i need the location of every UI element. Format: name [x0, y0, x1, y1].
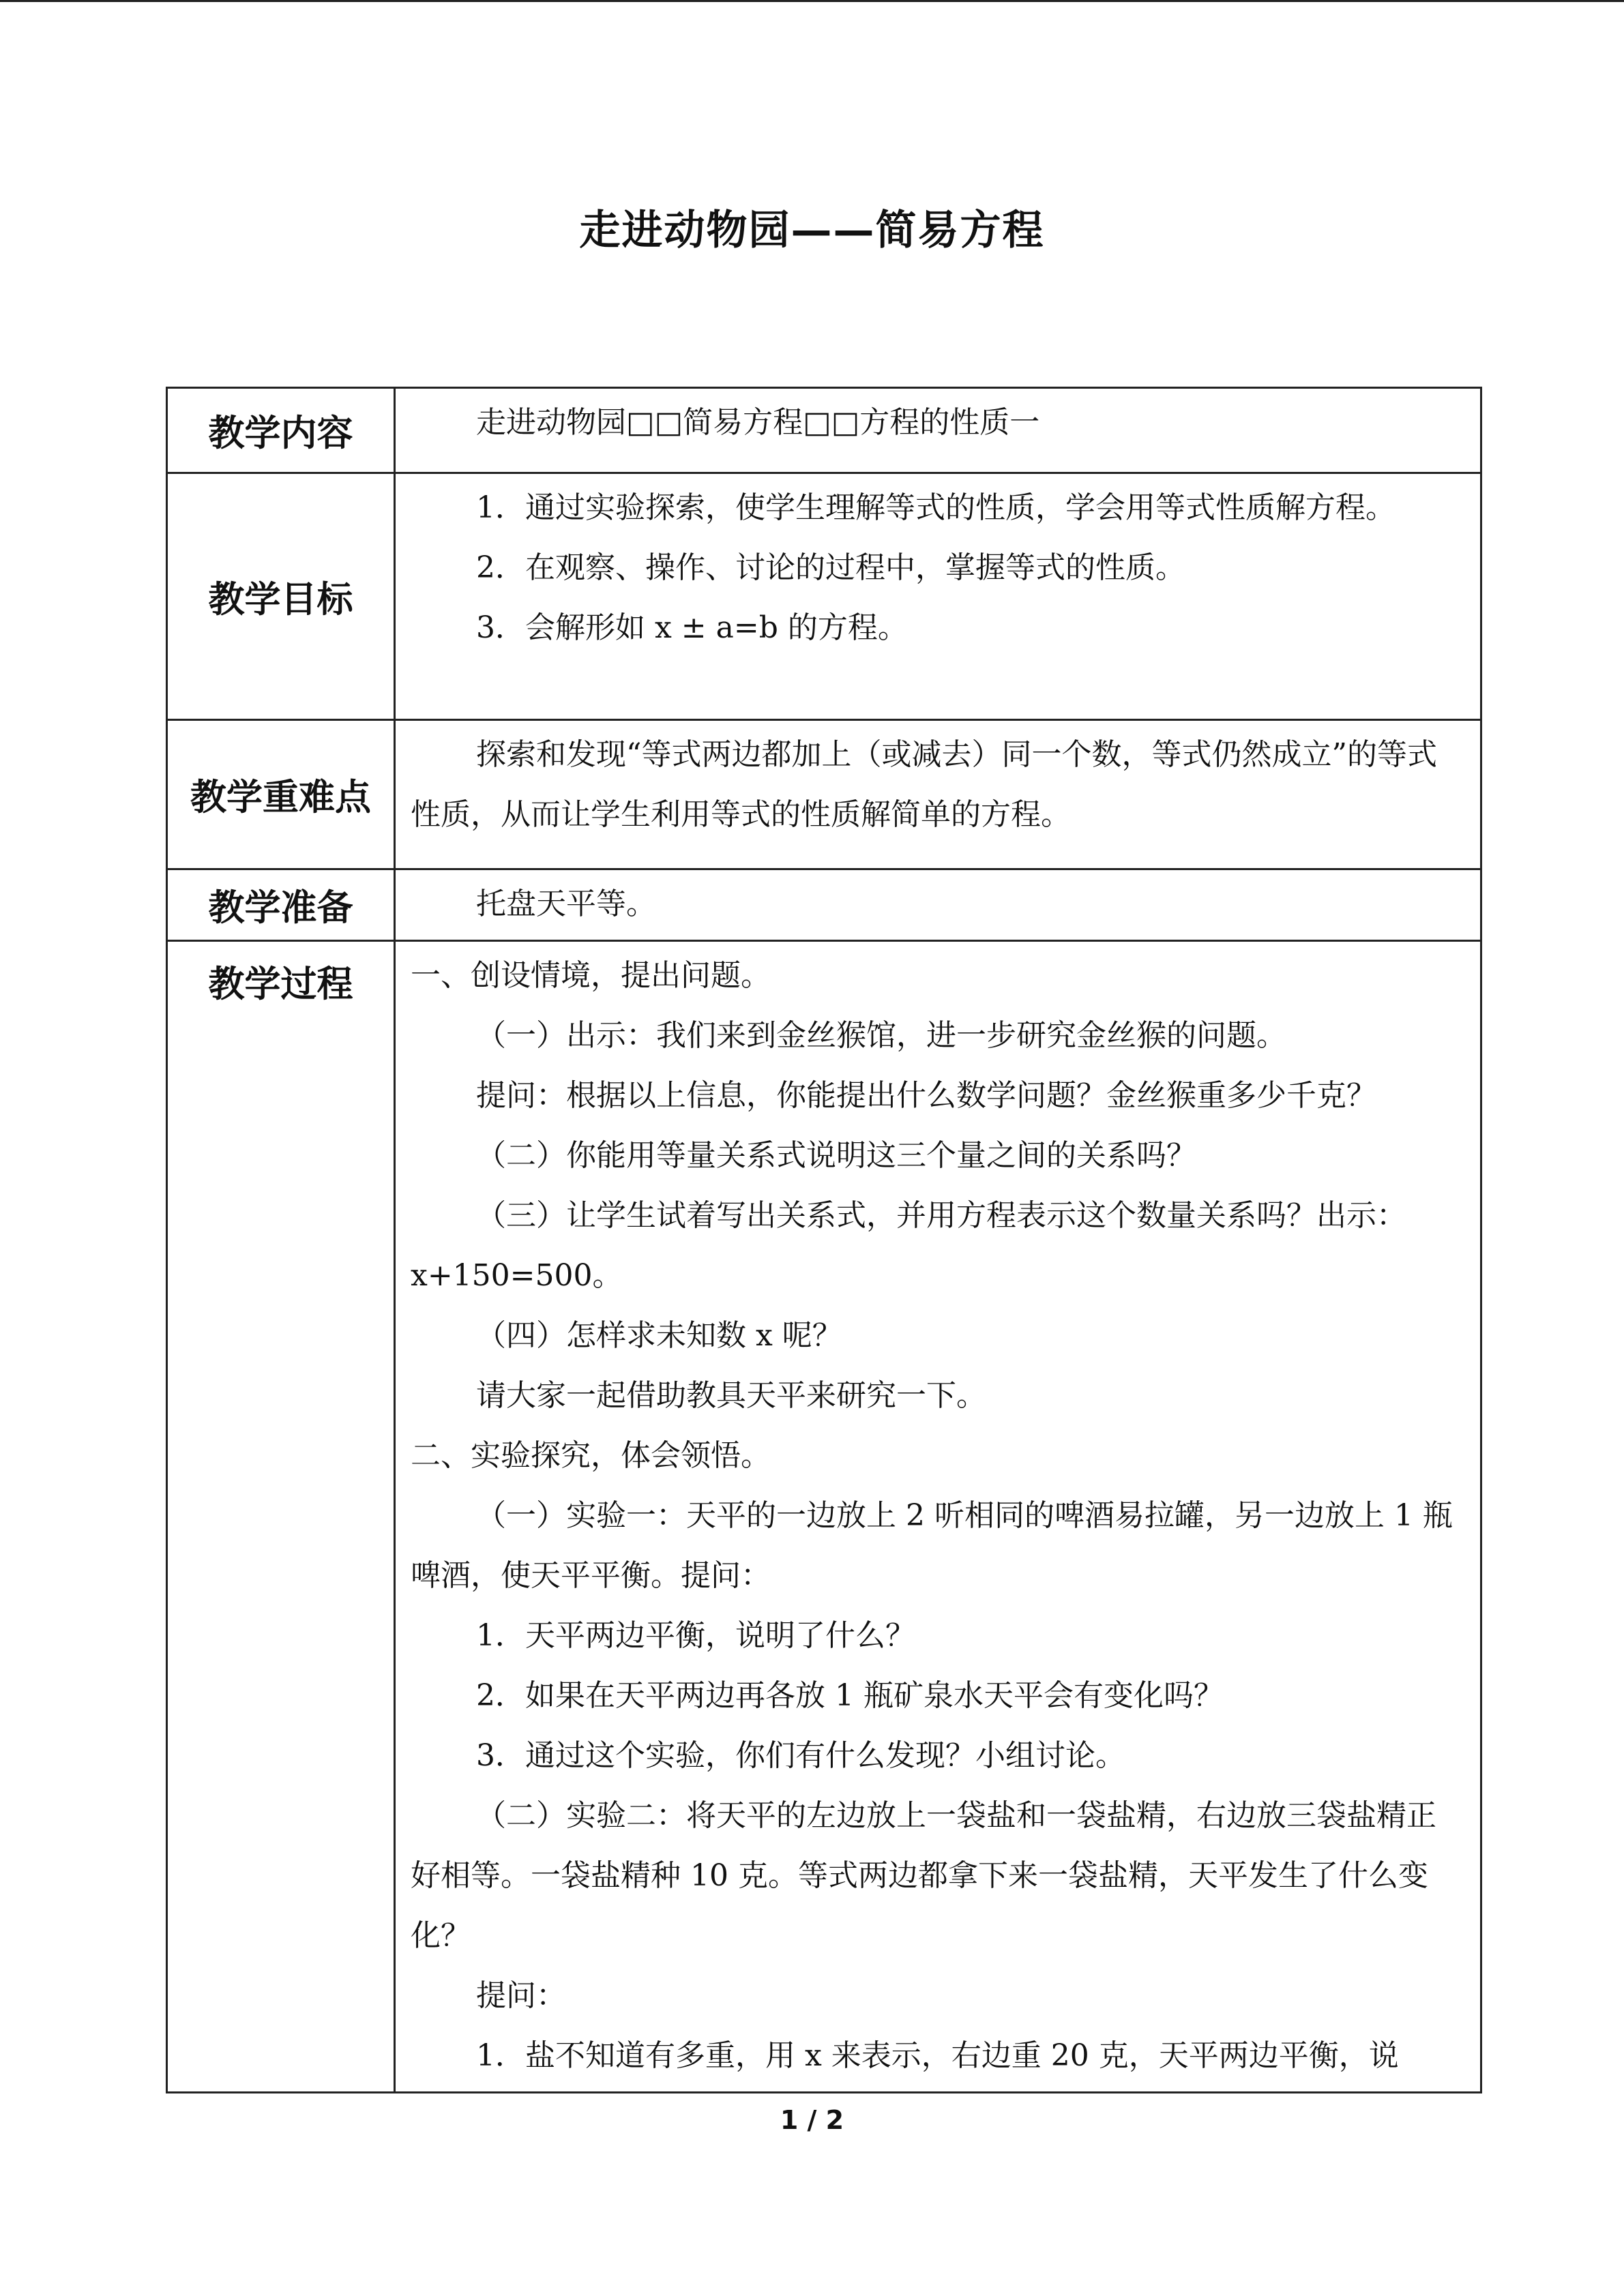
paragraph: （一）出示：我们来到金丝猴馆，进一步研究金丝猴的问题。: [476, 1018, 1286, 1053]
page-indicator: 1 / 2: [780, 2105, 844, 2135]
paragraph: （一）实验一：天平的一边放上 2 听相同的啤酒易拉罐，另一边放上 1 瓶啤酒，使天平平衡。提问：: [411, 1498, 1453, 1593]
row-label: 教学准备: [167, 869, 395, 941]
section-heading: 二、实验探究，体会领悟。: [411, 1438, 771, 1473]
paragraph: 1．天平两边平衡，说明了什么？: [476, 1618, 915, 1653]
row-content: [395, 720, 1481, 869]
paragraph: 托盘天平等。: [476, 886, 656, 921]
paragraph: 2．如果在天平两边再各放 1 瓶矿泉水天平会有变化吗？: [476, 1678, 1224, 1713]
paragraph: 提问：根据以上信息，你能提出什么数学问题？金丝猴重多少千克？: [476, 1078, 1376, 1113]
paragraph: 1．通过实验探索，使学生理解等式的性质，学会用等式性质解方程。: [476, 490, 1396, 525]
paragraph: 请大家一起借助教具天平来研究一下。: [476, 1378, 986, 1413]
paragraph: 走进动物园□□简易方程□□方程的性质一: [476, 405, 1040, 440]
paragraph: 提问：: [476, 1978, 566, 2013]
paragraph: （二）实验二：将天平的左边放上一袋盐和一袋盐精，右边放三袋盐精正好相等。一袋盐精种 10 克。等式两边都拿下来一袋盐精，天平发生了什么变化？: [411, 1798, 1436, 1953]
paragraph: 3．通过这个实验，你们有什么发现？小组讨论。: [476, 1738, 1125, 1773]
row-label: 教学目标: [167, 473, 395, 720]
paragraph: （三）让学生试着写出关系式，并用方程表示这个数量关系吗？出示：x+150=500。: [411, 1198, 1406, 1293]
row-content: [395, 869, 1481, 941]
row-key-difficulties: [167, 720, 1481, 869]
row-content: [395, 388, 1481, 473]
row-content: [395, 473, 1481, 720]
row-teaching-content: [167, 388, 1481, 473]
paragraph: 探索和发现“等式两边都加上（或减去）同一个数，等式仍然成立”的等式性质，从而让学生利用等式的性质解简单的方程。: [411, 737, 1437, 832]
paragraph: （二）你能用等量关系式说明这三个量之间的关系吗？: [476, 1138, 1196, 1173]
paragraph: 2．在观察、操作、讨论的过程中，掌握等式的性质。: [476, 550, 1185, 585]
document-title: 走进动物园——简易方程: [579, 207, 1045, 254]
row-content: [395, 941, 1481, 2093]
row-label: 教学重难点: [167, 720, 395, 869]
row-label: 教学过程: [167, 941, 395, 2093]
row-label: 教学内容: [167, 388, 395, 473]
page-top-border: [0, 0, 1624, 2]
paragraph: （四）怎样求未知数 x 呢？: [476, 1318, 842, 1353]
paragraph: 1．盐不知道有多重，用 x 来表示，右边重 20 克，天平两边平衡，说: [476, 2038, 1399, 2073]
section-heading: 一、创设情境，提出问题。: [411, 958, 771, 993]
lesson-plan-table: [166, 387, 1482, 2093]
paragraph: 3．会解形如 x ± a=b 的方程。: [476, 610, 908, 645]
row-teaching-goals: [167, 473, 1481, 720]
row-teaching-process: [167, 941, 1481, 2093]
row-preparation: [167, 869, 1481, 941]
